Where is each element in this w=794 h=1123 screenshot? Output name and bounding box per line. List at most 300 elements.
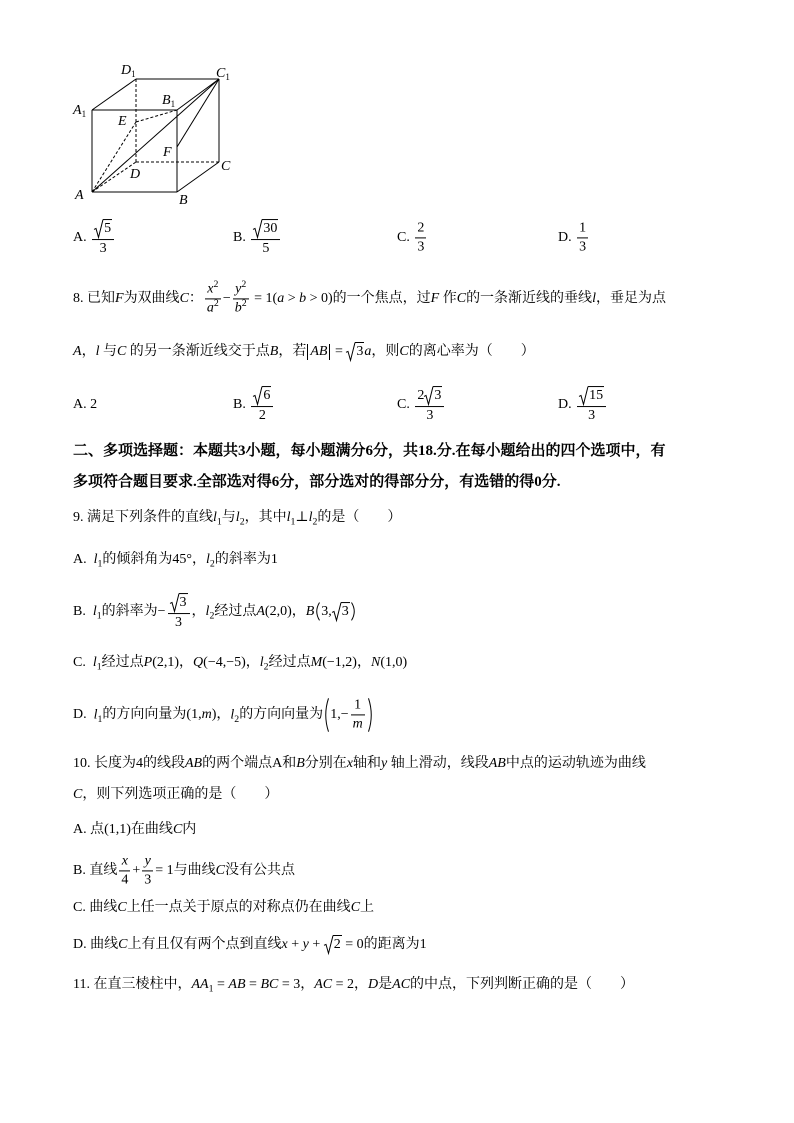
text-run: 3,: [321, 604, 332, 620]
square-root: [94, 219, 112, 238]
math-variable: l: [205, 604, 210, 620]
prev-question-option-a: [73, 219, 116, 257]
subscripted-variable: [206, 552, 215, 570]
math-variable: y: [302, 937, 309, 952]
parenthesized-group: [323, 697, 374, 732]
text-run: ，: [81, 344, 96, 359]
vertex-label-a: A: [75, 188, 84, 203]
math-variable: a: [206, 300, 214, 316]
text-run: 与: [99, 344, 117, 359]
fraction: [168, 593, 190, 631]
fraction-denominator: [119, 872, 130, 889]
power: [234, 298, 247, 316]
question-9-option-d: [73, 697, 374, 732]
text-run: A.: [73, 230, 91, 246]
radicand: [179, 593, 188, 612]
text-run: 作: [439, 291, 457, 307]
math-variable: y: [381, 756, 388, 771]
math-variable: l: [259, 655, 264, 670]
subscript: 2: [209, 610, 215, 622]
fraction-denominator: [415, 239, 426, 256]
fraction: [577, 220, 588, 255]
text-run: 经过点: [268, 655, 311, 670]
question-10-option-d: [73, 935, 427, 955]
question-9-option-c: [73, 653, 407, 673]
subscript: 2: [239, 516, 245, 528]
text-run: +: [287, 937, 303, 952]
radical-sign-icon: [324, 935, 333, 954]
vertex-label-c: C: [221, 159, 231, 174]
math-variable: C: [399, 344, 409, 359]
text-run: 2: [417, 388, 425, 404]
subscript: 1: [97, 713, 103, 725]
math-variable: l: [93, 707, 98, 723]
math-variable: A: [73, 344, 82, 359]
math-variable: l: [235, 510, 240, 525]
vertex-label-b: B: [179, 193, 188, 208]
math-variable: b: [234, 300, 242, 316]
text-run: 上: [360, 900, 375, 915]
fraction-numerator: [142, 853, 153, 871]
question-8-stem-line-1: [73, 281, 666, 316]
math-variable: x: [346, 756, 354, 771]
text-run: 3: [426, 407, 434, 423]
exponent: 2: [241, 298, 247, 310]
fraction-denominator: [233, 300, 249, 317]
fraction-numerator: [205, 281, 221, 299]
text-run: 3: [356, 344, 364, 359]
text-run: 4: [121, 872, 129, 888]
point-label-e: E: [118, 114, 127, 129]
vertex-label-b1: $B_1$: [162, 93, 176, 109]
radical-sign-icon: [332, 602, 341, 621]
math-variable: AB: [310, 344, 328, 359]
text-run: A.: [73, 552, 94, 567]
text-run: = 2，: [332, 977, 369, 992]
fraction-numerator: [168, 593, 190, 614]
text-run: ，则: [371, 344, 400, 359]
text-run: 3: [175, 614, 183, 630]
text-run: C. 曲线: [73, 900, 118, 915]
radicand: [588, 386, 604, 405]
text-run: 3: [579, 239, 587, 255]
question-8-option-d: [558, 386, 608, 424]
exponent: 2: [241, 279, 247, 291]
cube-edge-bc: [177, 162, 219, 192]
radical-sign-icon: [424, 386, 433, 405]
text-run: 3: [341, 604, 349, 620]
text-run: 3: [417, 239, 425, 255]
text-run: A. 点(1,1)在曲线: [73, 822, 173, 837]
question-9-stem: [73, 508, 401, 528]
text-run: 轴上滑动，线段: [387, 756, 489, 771]
square-root: [332, 602, 350, 621]
math-variable: C: [350, 900, 361, 915]
subscript: 1: [96, 661, 102, 673]
power: [207, 281, 218, 296]
left-parenthesis-icon: [314, 602, 320, 621]
text-run: = 0的距离为1: [341, 937, 427, 952]
fraction: [251, 219, 280, 257]
text-run: 的倾斜角为45°，: [102, 552, 207, 567]
text-run: 的斜率为1: [214, 552, 278, 567]
text-run: 中点的运动轨迹为曲线: [505, 756, 646, 771]
math-variable: A: [200, 977, 209, 992]
text-run: C.: [73, 655, 93, 670]
fraction-denominator: [142, 872, 153, 889]
question-10-option-b: [73, 853, 295, 888]
text-run: D.: [558, 230, 576, 246]
square-root: [346, 342, 364, 361]
radicand: [341, 602, 350, 621]
subscripted-variable: [92, 604, 102, 622]
vertex-label-d1: $D_1$: [121, 63, 136, 79]
math-variable: l: [308, 510, 313, 525]
text-run: (2,1)，: [152, 655, 194, 670]
fraction: [205, 281, 221, 316]
radical-sign-icon: [253, 386, 262, 405]
text-run: 分别在: [304, 756, 347, 771]
math-variable: B: [296, 756, 305, 771]
left-parenthesis-icon: [323, 697, 329, 732]
text-run: 1,−: [330, 707, 349, 723]
text-run: ，: [191, 604, 206, 620]
question-8-option-b: [233, 386, 275, 424]
radicand: [262, 386, 271, 405]
math-variable: M: [310, 655, 323, 670]
math-variable: y: [144, 853, 151, 869]
subscript: 1: [290, 516, 296, 528]
parenthesized-content: [321, 602, 350, 621]
square-root: [424, 386, 442, 405]
question-9-option-a: [73, 550, 278, 570]
right-parenthesis-icon: [351, 602, 357, 621]
fraction-numerator: [92, 219, 114, 240]
radical-sign-icon: [253, 219, 262, 238]
fraction-denominator: [577, 239, 588, 256]
math-variable: D: [368, 977, 379, 992]
fraction: [233, 281, 249, 316]
math-variable: l: [286, 510, 291, 525]
text-run: B.: [233, 230, 250, 246]
question-10-stem-line-1: [73, 754, 646, 774]
math-variable: C: [215, 863, 225, 879]
radical-sign-icon: [170, 593, 179, 612]
radicand: [355, 342, 364, 361]
text-run: (1,0): [380, 655, 408, 670]
text-run: 8. 已知: [73, 291, 115, 307]
text-run: 2: [333, 937, 341, 952]
math-variable: l: [230, 707, 235, 723]
math-variable: l: [92, 655, 97, 670]
segment-fc1: [177, 79, 219, 147]
text-run: 的另一条渐近线交于点: [126, 344, 270, 359]
text-run: 3: [588, 407, 596, 423]
math-variable: C: [116, 344, 127, 359]
vertex-label-d: D: [130, 167, 141, 182]
question-8-stem-line-2: [73, 342, 535, 362]
math-variable: x: [281, 937, 288, 952]
math-variable: A: [256, 604, 265, 620]
text-run: C.: [397, 230, 414, 246]
radicand: [103, 219, 112, 238]
square-root: [170, 593, 188, 612]
fraction-numerator: [415, 386, 444, 407]
math-variable: AB: [185, 756, 203, 771]
math-variable: C: [179, 291, 189, 307]
text-run: B. 直线: [73, 863, 118, 879]
question-8-option-a: [73, 395, 97, 415]
text-run: 2: [417, 220, 425, 236]
text-run: 上任一点关于原点的对称点仍在曲线: [126, 900, 351, 915]
subscripted-variable: [235, 510, 245, 528]
text-run: B.: [73, 604, 93, 620]
question-9-option-b: [73, 593, 357, 631]
fraction-numerator: [233, 281, 249, 299]
vertex-label-a1: $A_1$: [73, 103, 87, 119]
fraction-numerator: [351, 697, 365, 715]
text-run: ，垂足为点: [595, 291, 666, 307]
fraction: [142, 853, 153, 888]
subscript: 2: [312, 516, 318, 528]
fraction: [577, 386, 606, 424]
text-run: 1: [579, 220, 587, 236]
text-run: ：: [188, 291, 203, 307]
subscripted-variable: [230, 707, 240, 725]
math-variable: C: [172, 822, 183, 837]
math-variable: x: [121, 853, 128, 869]
text-run: 1: [354, 697, 362, 713]
subscript: 1: [208, 983, 214, 995]
text-run: 经过点: [101, 655, 144, 670]
text-run: D.: [73, 707, 94, 723]
math-variable: F: [115, 291, 124, 307]
math-variable: F: [430, 291, 440, 307]
subscript: 2: [209, 558, 215, 570]
fraction-denominator: [205, 300, 221, 317]
radical-sign-icon: [94, 219, 103, 238]
fraction: [251, 386, 273, 424]
section-heading-line-2: 多项符合题目要求.全部选对得6分，部分选对的得部分分，有选错的得0分.: [73, 474, 561, 490]
square-root: [579, 386, 604, 405]
fraction-denominator: [92, 240, 114, 257]
fraction-numerator: [415, 220, 426, 238]
text-run: (2,0)，: [264, 604, 306, 620]
math-variable: C: [456, 291, 467, 307]
math-variable: Q: [193, 655, 204, 670]
text-run: ，其中: [244, 510, 287, 525]
cube-edge-b1c1: [177, 79, 219, 110]
text-run: 为双曲线: [123, 291, 180, 307]
square-root: [253, 219, 278, 238]
text-run: 上有且仅有两个点到直线: [127, 937, 282, 952]
fraction-numerator: [577, 220, 588, 238]
exponent: 2: [213, 298, 219, 310]
text-run: 3: [144, 872, 152, 888]
fraction-numerator: [251, 386, 273, 407]
text-run: =: [331, 344, 347, 359]
prev-question-option-d: [558, 220, 590, 255]
math-variable: AC: [392, 977, 411, 992]
math-variable: l: [93, 552, 98, 567]
absolute-value: [307, 344, 330, 360]
math-variable: y: [235, 281, 242, 297]
fraction-denominator: [168, 614, 190, 631]
math-variable: B: [269, 344, 279, 359]
subscript: 2: [263, 661, 269, 673]
cube-edge-a1d1: [92, 79, 136, 110]
text-run: )，: [211, 707, 231, 723]
math-variable: A: [191, 977, 201, 992]
question-10-option-c: [73, 898, 374, 918]
exponent: 2: [213, 279, 219, 291]
text-run: 2: [258, 407, 266, 423]
text-run: 没有公共点: [225, 863, 295, 879]
subscripted-variable: [92, 655, 102, 673]
radicand: [262, 219, 278, 238]
math-variable: b: [299, 291, 307, 307]
vertex-label-c1: $C_1$: [216, 66, 230, 82]
text-run: 30: [263, 221, 278, 237]
square-root: [253, 386, 271, 405]
radicand: [433, 386, 442, 405]
section-heading-line-1: 二、多项选择题：本题共3小题，每小题满分6分，共18.分.在每小题给出的四个选项中，有: [73, 443, 666, 459]
fraction-numerator: [251, 219, 280, 240]
text-run: 的方向向量为: [239, 707, 324, 723]
math-variable: l: [206, 552, 210, 567]
text-run: 10. 长度为4的线段: [73, 756, 185, 771]
math-variable: m: [352, 716, 363, 732]
math-variable: AB: [488, 756, 506, 771]
text-run: 3: [99, 240, 107, 256]
subscript: 1: [97, 558, 103, 570]
fraction-denominator: [415, 407, 444, 424]
math-variable: C: [118, 937, 128, 952]
text-run: =: [245, 977, 261, 992]
subscript: 1: [96, 610, 102, 622]
square-root: [324, 935, 342, 954]
right-parenthesis-icon: [368, 697, 374, 732]
question-8-option-c: [397, 386, 446, 424]
text-run: 的方向向量为(1,: [102, 707, 202, 723]
text-run: ⊥: [295, 510, 309, 525]
math-variable: BC: [260, 977, 279, 992]
text-run: 5: [262, 240, 270, 256]
math-variable: AB: [228, 977, 246, 992]
text-run: A. 2: [73, 397, 98, 412]
text-run: 与: [221, 510, 236, 525]
text-run: > 0)的一个焦点，过: [306, 291, 431, 307]
text-run: ，若: [278, 344, 307, 359]
text-run: 的离心率为（ ）: [408, 344, 535, 359]
text-run: (−4,−5)，: [203, 655, 260, 670]
math-variable: l: [592, 291, 596, 307]
fraction: [415, 386, 444, 424]
text-run: 5: [104, 221, 112, 237]
text-run: 轴和: [353, 756, 382, 771]
text-run: +: [308, 937, 324, 952]
parenthesized-group: [314, 602, 357, 621]
text-run: 内: [182, 822, 197, 837]
text-run: 3: [434, 388, 442, 404]
text-run: 的中点，下列判断正确的是（ ）: [410, 977, 635, 992]
question-11-stem: [73, 975, 634, 995]
math-variable: a: [277, 291, 285, 307]
text-run: = 1与曲线: [155, 863, 216, 879]
point-label-f: F: [163, 145, 172, 160]
math-variable: l: [213, 510, 217, 525]
text-run: 的一条渐近线的垂线: [466, 291, 593, 307]
text-run: 3: [179, 595, 187, 611]
text-run: 是: [378, 977, 393, 992]
fraction: [92, 219, 114, 257]
power: [235, 281, 246, 296]
math-variable: C: [73, 787, 83, 802]
text-run: 11. 在直三棱柱中，: [73, 977, 192, 992]
prev-question-option-c: [397, 220, 428, 255]
text-run: B.: [233, 397, 250, 413]
math-variable: l: [92, 604, 97, 620]
math-variable: P: [143, 655, 153, 670]
text-run: 的斜率为−: [101, 604, 166, 620]
prev-question-option-b: [233, 219, 282, 257]
text-run: C.: [397, 397, 414, 413]
fraction: [415, 220, 426, 255]
parenthesized-content: [330, 697, 367, 732]
text-run: ，则下列选项正确的是（ ）: [82, 787, 279, 802]
radical-sign-icon: [579, 386, 588, 405]
question-10-stem-line-2: [73, 785, 278, 805]
text-run: +: [132, 863, 141, 879]
fraction-numerator: [119, 853, 130, 871]
fraction: [351, 697, 365, 732]
fraction-denominator: [351, 716, 365, 733]
math-variable: B: [305, 604, 315, 620]
text-run: (−1,2)，: [322, 655, 371, 670]
subscript: 2: [234, 713, 240, 725]
question-10-option-a: [73, 820, 196, 840]
power: [206, 298, 219, 316]
radicand: [333, 935, 342, 954]
math-variable: N: [370, 655, 381, 670]
fraction-numerator: [577, 386, 606, 407]
subscripted-variable: [200, 977, 214, 995]
math-variable: a: [364, 344, 372, 359]
text-run: 经过点: [214, 604, 257, 620]
segment-eb1: [136, 110, 177, 122]
text-run: 15: [589, 388, 604, 404]
fraction-denominator: [577, 407, 606, 424]
cube-figure: [0, 0, 250, 215]
text-run: −: [222, 291, 231, 307]
math-variable: C: [117, 900, 127, 915]
subscripted-variable: [213, 510, 222, 528]
math-variable: m: [201, 707, 212, 723]
subscript: 1: [216, 516, 222, 528]
text-run: = 1(: [250, 291, 278, 307]
fraction: [119, 853, 130, 888]
text-run: 的是（ ）: [317, 510, 402, 525]
text-run: >: [284, 291, 300, 307]
fraction-denominator: [251, 240, 280, 257]
text-run: 6: [263, 388, 271, 404]
text-run: D. 曲线: [73, 937, 119, 952]
text-run: D.: [558, 397, 576, 413]
text-run: 的两个端点A和: [202, 756, 297, 771]
subscripted-variable: [259, 655, 269, 673]
text-run: = 3，: [278, 977, 315, 992]
math-variable: x: [207, 281, 214, 297]
